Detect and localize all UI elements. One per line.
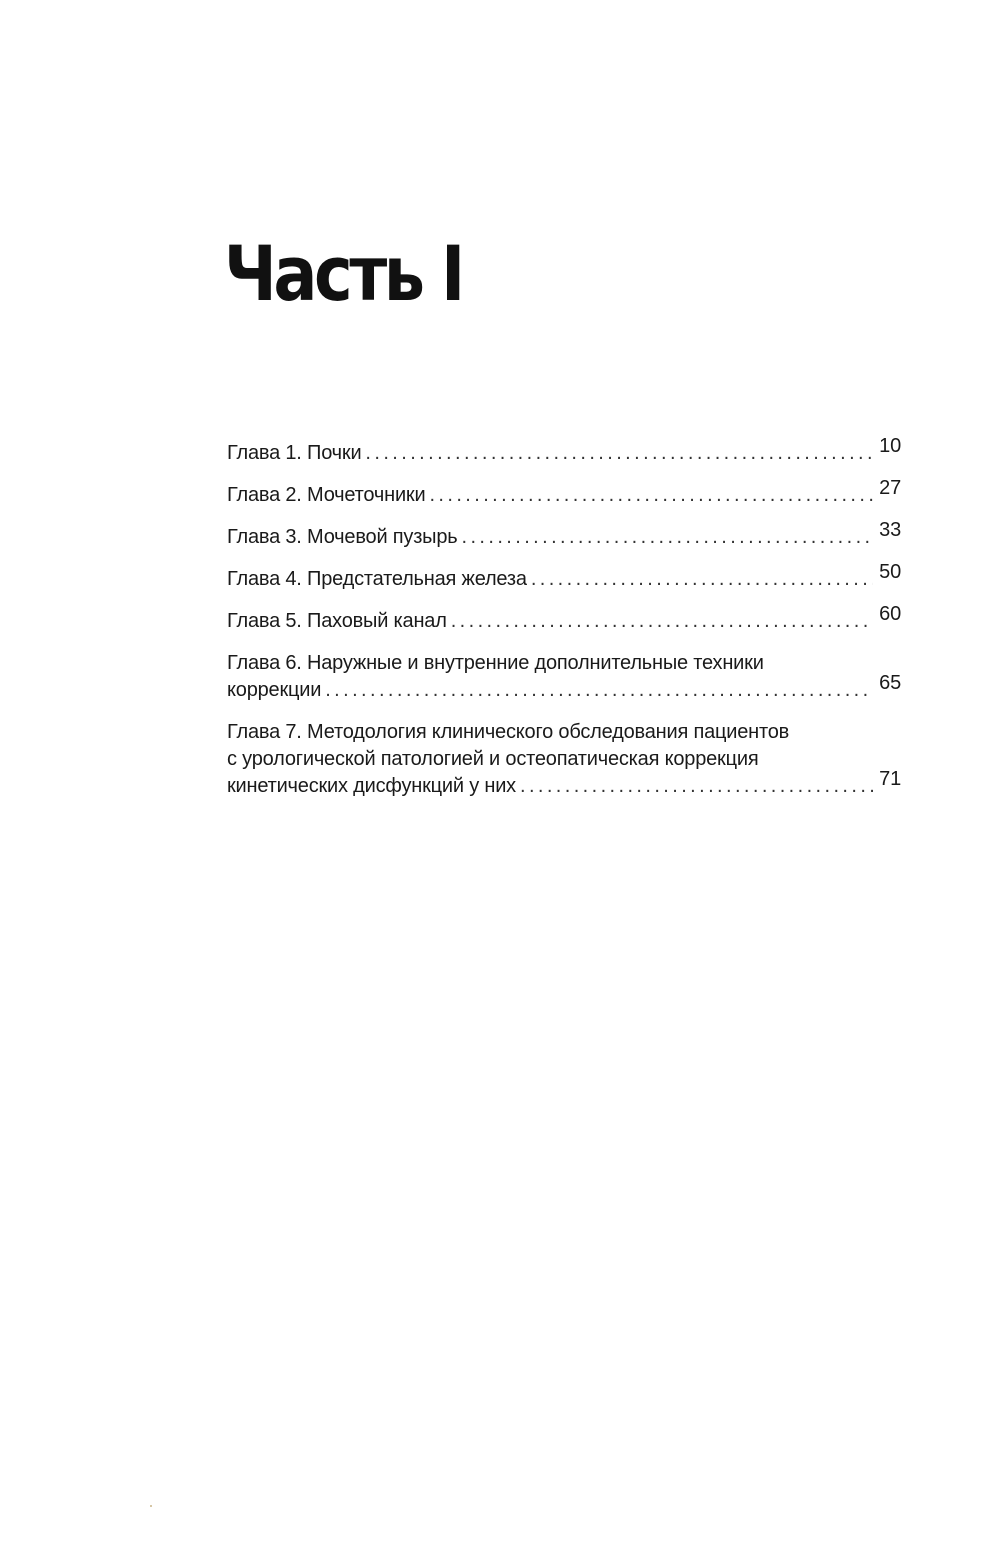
toc-page-number: 27 [879, 477, 901, 499]
toc-entry-chapter-6[interactable] [227, 650, 901, 704]
toc-entry-title: Глава 4. Предстательная железа [227, 568, 527, 590]
table-of-contents [227, 435, 901, 815]
toc-entry-title-line: кинетических дисфункций у них [227, 775, 516, 797]
toc-page-number: 65 [879, 672, 901, 694]
toc-entry-title: Глава 2. Мочеточники [227, 484, 426, 506]
dot-leader [365, 440, 873, 467]
dot-leader [429, 482, 873, 509]
dot-leader [531, 566, 873, 593]
toc-page-number: 33 [879, 519, 901, 541]
toc-entry-title-line: коррекции [227, 679, 322, 701]
toc-page-number: 10 [879, 435, 901, 457]
dot-leader [462, 524, 874, 551]
toc-entry-title: Глава 1. Почки [227, 442, 362, 464]
toc-entry-chapter-1[interactable] [227, 435, 901, 467]
part-title: Часть I [224, 229, 462, 318]
toc-page-number: 50 [879, 561, 901, 583]
toc-entry-title-line: с урологической патологией и остеопатическая коррекция [227, 748, 759, 770]
dot-leader [451, 608, 873, 635]
toc-entry-chapter-2[interactable] [227, 477, 901, 509]
toc-entry-title-line: Глава 6. Наружные и внутренние дополнительные техники [227, 652, 764, 674]
dot-leader [325, 677, 873, 704]
paper-speck [150, 1505, 152, 1507]
toc-entry-chapter-4[interactable] [227, 561, 901, 593]
toc-entry-title-line: Глава 7. Методология клинического обследования пациентов [227, 721, 790, 743]
toc-page-number: 71 [879, 768, 901, 790]
toc-entry-chapter-3[interactable] [227, 519, 901, 551]
toc-entry-chapter-7[interactable] [227, 719, 901, 800]
toc-entry-title: Глава 5. Паховый канал [227, 610, 447, 632]
dot-leader [520, 773, 873, 800]
toc-page-number: 60 [879, 603, 901, 625]
toc-entry-chapter-5[interactable] [227, 603, 901, 635]
toc-entry-title: Глава 3. Мочевой пузырь [227, 526, 458, 548]
